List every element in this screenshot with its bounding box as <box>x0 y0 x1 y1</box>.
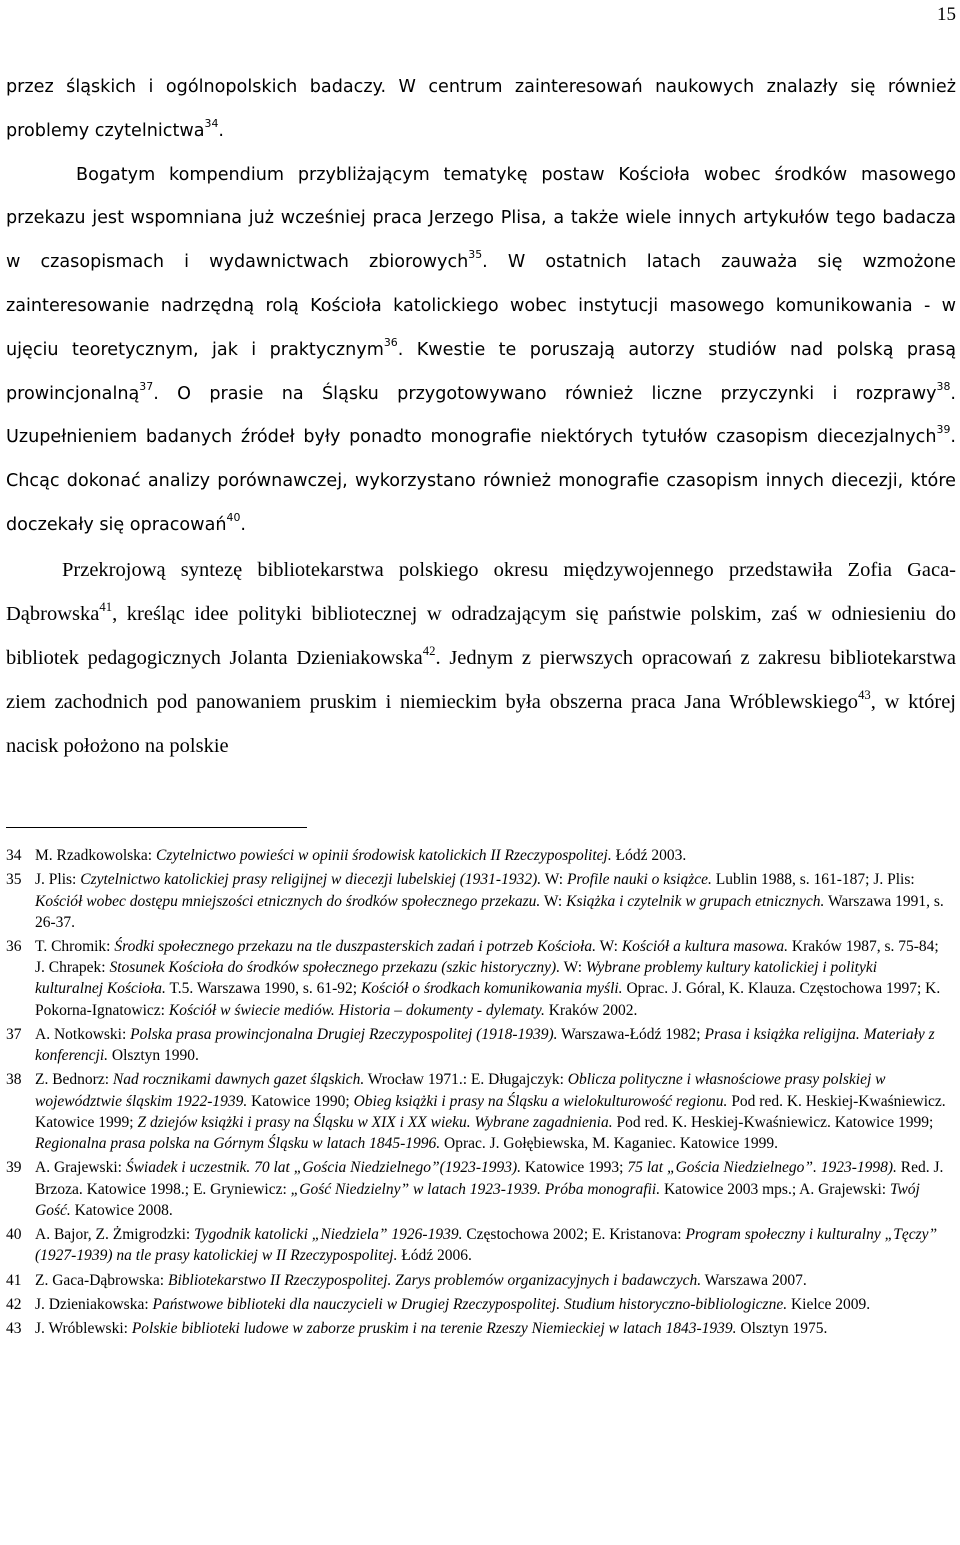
footnote-number: 35 <box>6 871 22 889</box>
citation-text: Łódź 2006. <box>397 1247 472 1265</box>
citation-text: W: <box>560 959 586 977</box>
text-run: . Chcąc dokonać analizy porównawczej, wykorzystano również monografie czasopism innych diecezji, które doczekały się opracowań <box>6 427 956 535</box>
text-run: . <box>218 120 224 141</box>
citation-text: T. Chromik: <box>35 938 115 955</box>
footnote <box>6 1270 946 1291</box>
citation-title: Świadek i uczestnik. 70 lat „Gościa Niedzielnego”(1923-1993). <box>125 1159 522 1177</box>
footnote-ref: 43 <box>858 687 871 702</box>
citation-text: Katowice 1993; <box>521 1159 628 1177</box>
text-run: , kreśląc idee polityki bibliotecznej w odradzającym się państwie polskim, zaś w odniesieniu do bibliotek pedagogicznych Jolanta Dzieniakowska <box>6 602 956 669</box>
citation-text: T.5. Warszawa 1990, s. 61-92; <box>165 980 361 998</box>
footnote-text <box>35 936 946 1021</box>
citation-title: Bibliotekarstwo II Rzeczypospolitej. Zarys problemów organizacyjnych i badawczych. <box>167 1271 702 1289</box>
footnote-number: 41 <box>6 1271 22 1289</box>
citation-title: Polskie biblioteki ludowe w zaborze pruskim i na terenie Rzeszy Niemieckiej w latach 1843-1939. <box>131 1320 737 1338</box>
citation-title: Czytelnictwo katolickiej prasy religijnej w diecezji lubelskiej (1931-1932). <box>80 871 542 889</box>
footnote-text <box>35 1157 946 1221</box>
citation-title: Twój Gość. <box>35 1180 920 1219</box>
citation-text: Lublin 1988, s. 161-187; J. Plis: <box>711 871 915 889</box>
citation-title: Kościół o środkach komunikowania myśli. <box>360 980 623 998</box>
footnote-ref: 34 <box>204 116 219 130</box>
citation-title: Program społeczny i kulturalny „Tęczy” (1927-1939) na tle prasy katolickiej w II Rzeczypospolitej. <box>35 1226 938 1265</box>
text-run: . W ostatnich latach zauważa się wzmożone zainteresowanie nadrzędną rolą Kościoła katolickiego wobec instytucji masowego komunikowania - w ujęciu teoretycznym, jak i praktycznym <box>6 252 956 360</box>
footnote-ref: 37 <box>139 379 154 393</box>
citation-title: Wybrane problemy kultury katolickiej i polityki kulturalnej Kościoła. <box>35 959 878 998</box>
footnote-ref: 40 <box>226 510 241 524</box>
citation-text: W: <box>540 892 567 910</box>
text-run: . O prasie na Śląsku przygotowywano również liczne przyczynki i rozprawy <box>153 383 937 404</box>
footnote-ref: 39 <box>936 423 951 437</box>
text-run: . Jednym z pierwszych opracowań z zakresu bibliotekarstwa ziem zachodnich pod panowaniem pruskim i niemieckim była obszerna praca Jana Wróblewskiego <box>6 646 957 713</box>
page-number: 15 <box>937 4 956 25</box>
footnote <box>6 1224 946 1266</box>
footnote <box>6 869 946 933</box>
citation-text: J. Wróblewski: <box>35 1320 132 1338</box>
citation-title: Kościół a kultura masowa. <box>621 938 789 955</box>
citation-text: Katowice 2008. <box>70 1201 173 1219</box>
citation-text: W: <box>596 938 622 955</box>
citation-text: Łódź 2003. <box>611 847 687 864</box>
footnote-number: 36 <box>6 938 22 955</box>
footnote-text <box>35 869 946 933</box>
footnote-text <box>35 1318 946 1339</box>
footnote-text <box>35 1270 946 1291</box>
footnote-text <box>35 1024 946 1066</box>
footnote-text <box>35 1224 946 1266</box>
citation-text: A. Grajewski: <box>35 1159 126 1177</box>
footnote-number: 38 <box>6 1071 22 1089</box>
citation-text: J. Dzieniakowska: <box>35 1295 153 1313</box>
citation-text: A. Bajor, Z. Żmigrodzki: <box>35 1226 195 1244</box>
footnotes <box>6 845 946 1342</box>
citation-text: Pod red. K. Heskiej-Kwaśniewicz. Katowice 1999; <box>35 1092 946 1131</box>
citation-text: Oprac. J. Góral, K. Klauza. Częstochowa 1997; K. Pokorna-Ignatowicz: <box>35 980 941 1019</box>
citation-title: Środki społecznego przekazu na tle duszpasterskich zadań i potrzeb Kościoła. <box>114 938 596 955</box>
body-text <box>6 66 956 768</box>
citation-text: Z. Bednorz: <box>35 1071 113 1089</box>
citation-title: Stosunek Kościoła do środków społecznego przekazu (szkic historyczny). <box>109 959 561 977</box>
footnote-number: 40 <box>6 1226 22 1244</box>
footnote-number: 37 <box>6 1025 22 1043</box>
citation-text: W: <box>541 871 567 889</box>
footnote-ref: 42 <box>422 643 436 658</box>
citation-text: M. Rzadkowolska: <box>35 847 156 864</box>
citation-text: Kielce 2009. <box>787 1295 871 1313</box>
paragraph <box>6 154 956 548</box>
citation-title: Profile nauki o książce. <box>566 871 712 889</box>
citation-text: Olsztyn 1975. <box>736 1320 828 1338</box>
footnote-number: 42 <box>6 1295 22 1313</box>
text-run: Bogatym kompendium przybliżającym tematykę postaw Kościoła wobec środków masowego przekazu jest wspomniana już wcześniej praca Jerzego Plisa, a także wiele innych artykułów tego badacza w czasopismach i wydawnictwach zbiorowych <box>6 164 956 273</box>
footnote-separator <box>6 827 307 828</box>
footnote <box>6 936 946 1021</box>
footnote-text <box>35 1069 946 1154</box>
footnote-text <box>35 1294 946 1315</box>
citation-title: Kościół wobec dostępu mniejszości etnicznych do środków społecznego przekazu. <box>35 892 541 910</box>
citation-title: Z dziejów książki i prasy na Śląsku w XIX i XX wieku. Wybrane zagadnienia. <box>137 1113 613 1131</box>
citation-text: Warszawa 2007. <box>701 1271 807 1289</box>
citation-title: Regionalna prasa polska na Górnym Śląsku w latach 1845-1996. <box>35 1135 441 1153</box>
citation-title: Książka i czytelnik w grupach etnicznych. <box>566 892 825 910</box>
citation-text: Pod red. K. Heskiej-Kwaśniewicz. Katowice 1999; <box>612 1113 934 1131</box>
footnote-number: 39 <box>6 1159 22 1177</box>
citation-title: Kościół w świecie mediów. Historia – dokumenty - dylematy. <box>168 1001 545 1019</box>
citation-text: A. Notkowski: <box>35 1025 131 1043</box>
citation-text: Warszawa-Łódź 1982; <box>557 1025 705 1043</box>
text-run: , w której nacisk położono na polskie <box>6 690 956 757</box>
footnote <box>6 1157 946 1221</box>
paragraph <box>6 548 956 768</box>
footnote-ref: 41 <box>99 599 113 614</box>
footnote-ref: 38 <box>936 379 951 393</box>
footnote <box>6 1294 946 1315</box>
citation-text: Z. Gaca-Dąbrowska: <box>35 1271 168 1289</box>
citation-text: Wrocław 1971.: E. Długajczyk: <box>364 1071 568 1089</box>
text-run: Przekrojową syntezę bibliotekarstwa polskiego okresu międzywojennego przedstawiła Zofia Gaca-Dąbrowska <box>6 558 956 625</box>
citation-text: Katowice 1990; <box>247 1092 354 1110</box>
footnote <box>6 1024 946 1066</box>
footnote <box>6 845 946 866</box>
text-run: przez śląskich i ogólnopolskich badaczy. W centrum zainteresowań naukowych znalazły się również problemy czytelnictwa <box>6 77 956 141</box>
footnote-number: 34 <box>6 847 22 864</box>
text-run: . <box>240 514 246 535</box>
citation-text: Katowice 2003 mps.; A. Grajewski: <box>660 1180 890 1198</box>
citation-text: Częstochowa 2002; E. Kristanova: <box>462 1226 686 1244</box>
citation-title: Oblicza polityczne i własnościowe prasy polskiej w województwie śląskim 1922-1939. <box>35 1071 886 1110</box>
citation-text: Red. J. Brzoza. Katowice 1998.; E. Gryniewicz: <box>35 1159 944 1198</box>
footnote-ref: 35 <box>468 248 483 262</box>
citation-title: Tygodnik katolicki „Niedziela” 1926-1939. <box>194 1226 463 1244</box>
citation-title: 75 lat „Gościa Niedzielnego”. 1923-1998). <box>627 1159 897 1177</box>
footnote-ref: 36 <box>383 335 398 349</box>
citation-title: „Gość Niedzielny” w latach 1923-1939. Próba monografii. <box>290 1180 661 1198</box>
citation-text: Oprac. J. Gołębiewska, M. Kaganiec. Katowice 1999. <box>440 1135 779 1153</box>
citation-title: Czytelnictwo powieści w opinii środowisk katolickich II Rzeczypospolitej. <box>155 847 612 864</box>
text-run: . Uzupełnieniem badanych źródeł były ponadto monografie niektórych tytułów czasopism diecezjalnych <box>6 383 956 448</box>
footnote <box>6 1069 946 1154</box>
footnote-text <box>35 845 946 866</box>
citation-text: J. Plis: <box>35 871 81 889</box>
citation-title: Prasa i książka religijna. Materiały z konferencji. <box>35 1025 935 1065</box>
citation-title: Polska prasa prowincjonalna Drugiej Rzeczypospolitej (1918-1939). <box>130 1025 558 1043</box>
citation-title: Nad rocznikami dawnych gazet śląskich. <box>112 1071 365 1089</box>
citation-text: Warszawa 1991, s. 26-37. <box>35 892 944 931</box>
citation-title: Państwowe biblioteki dla nauczycieli w Drugiej Rzeczypospolitej. Studium historyczno-bibliologiczne. <box>152 1295 788 1313</box>
footnote <box>6 1318 946 1339</box>
footnote-number: 43 <box>6 1320 22 1338</box>
citation-text: Olsztyn 1990. <box>108 1047 199 1065</box>
citation-text: Kraków 1987, s. 75-84; J. Chrapek: <box>35 938 939 977</box>
paragraph <box>6 66 956 154</box>
citation-title: Obieg książki i prasy na Śląsku a wielokulturowość regionu. <box>353 1092 728 1110</box>
citation-text: Kraków 2002. <box>544 1001 638 1019</box>
text-run: . Kwestie te poruszają autorzy studiów nad polską prasą prowincjonalną <box>6 339 956 404</box>
